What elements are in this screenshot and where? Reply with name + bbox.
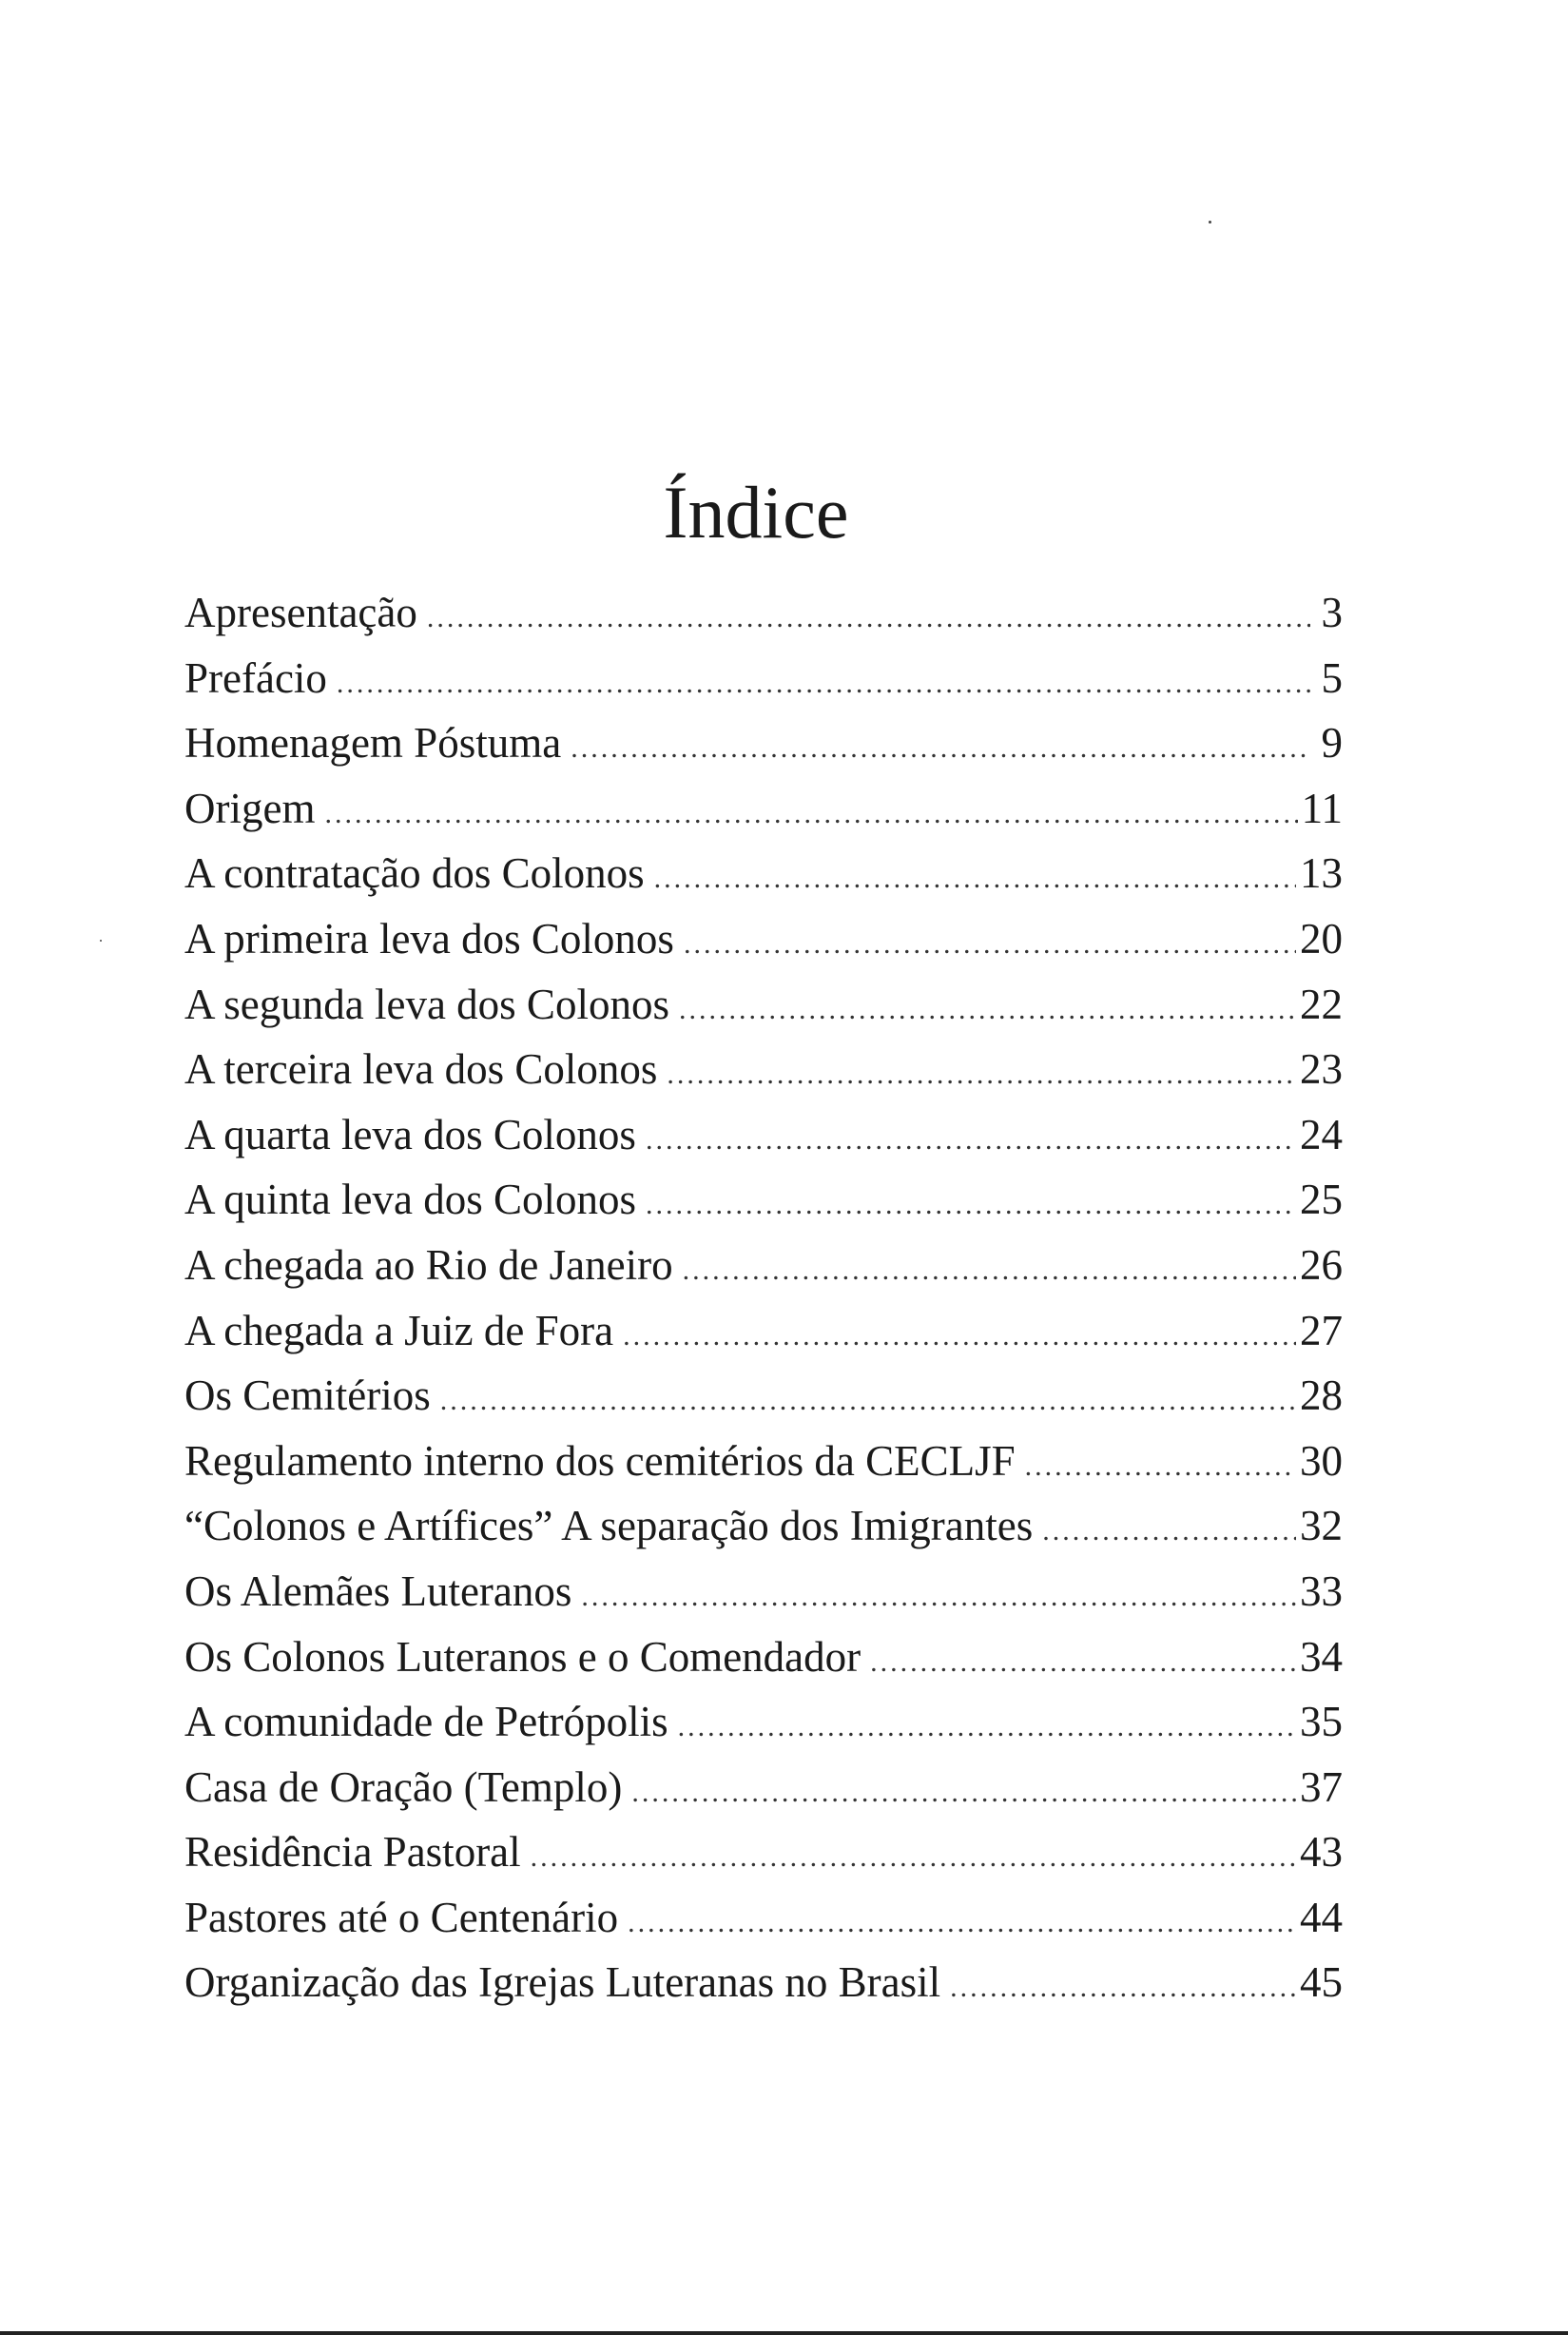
toc-entry-page: 45 [1300,1958,1343,2007]
toc-leader-dots [581,1565,1296,1629]
toc-entry-page: 25 [1300,1176,1343,1224]
toc-entry-page: 22 [1300,980,1343,1028]
toc-entry-page: 3 [1321,589,1343,636]
toc-entry-page: 26 [1300,1240,1343,1289]
toc-entry-page: 27 [1300,1306,1343,1354]
toc-entry-label: Residência Pastoral [184,1828,521,1877]
toc-entry [184,710,1343,776]
toc-entry-label: Organização das Igrejas Luteranas no Brasil [184,1958,941,2007]
toc-entry [184,1819,1343,1885]
toc-entry-page: 9 [1321,719,1343,768]
toc-entry-page: 44 [1300,1893,1343,1941]
toc-entry [184,906,1343,972]
toc-leader-dots [631,1761,1296,1825]
toc-entry-label: A terceira leva dos Colonos [184,1045,658,1094]
toc-entry-page: 34 [1300,1632,1343,1681]
toc-entry [184,1167,1343,1233]
toc-leader-dots [1025,1434,1296,1499]
toc-entry-label: Homenagem Póstuma [184,719,562,768]
toc-entry-page: 5 [1321,653,1343,702]
toc-entry [184,1950,1343,2015]
toc-entry-page: 43 [1300,1828,1343,1877]
toc-entry-label: “Colonos e Artífices” A separação dos Imigrantes [184,1502,1034,1550]
toc-entry [184,1493,1343,1559]
toc-leader-dots [667,1042,1296,1107]
toc-leader-dots [654,846,1296,911]
toc-entry-page: 32 [1300,1502,1343,1550]
toc-entry-label: A comunidade de Petrópolis [184,1698,668,1746]
toc-leader-dots [678,1695,1296,1760]
toc-entry [184,1037,1343,1102]
toc-entry [184,1363,1343,1429]
toc-leader-dots [684,912,1296,977]
toc-entry-label: Prefácio [184,653,327,702]
toc-entry [184,841,1343,906]
toc-leader-dots [1042,1499,1296,1564]
scan-speck [100,940,102,942]
toc-entry [184,580,1343,646]
toc-entry-label: A chegada a Juiz de Fora [184,1306,614,1354]
toc-leader-dots [646,1173,1296,1237]
toc-entry-label: Os Cemitérios [184,1372,431,1420]
toc-leader-dots [440,1369,1296,1433]
toc-entry [184,646,1343,711]
toc-entry [184,1102,1343,1168]
toc-entry-label: A chegada ao Rio de Janeiro [184,1240,673,1289]
toc-entry [184,972,1343,1038]
toc-entry-label: Apresentação [184,589,417,636]
toc-leader-dots [646,1108,1296,1173]
toc-entry-label: A primeira leva dos Colonos [184,914,674,963]
toc-leader-dots [337,652,1310,716]
toc-leader-dots [427,586,1310,651]
toc-entry-page: 35 [1300,1698,1343,1746]
toc-entry-label: Casa de Oração (Templo) [184,1762,623,1811]
toc-entry [184,1755,1343,1820]
toc-entry-label: A contratação dos Colonos [184,849,645,898]
toc-entry-label: Regulamento interno dos cemitérios da CECLJF [184,1436,1016,1485]
toc-leader-dots [679,978,1296,1042]
toc-entry [184,1885,1343,1951]
toc-leader-dots [324,782,1297,846]
toc-entry [184,1625,1343,1690]
toc-leader-dots [571,716,1310,781]
toc-entry [184,1429,1343,1494]
toc-entry-page: 33 [1300,1566,1343,1615]
toc-entry-label: A segunda leva dos Colonos [184,980,669,1028]
toc-entry-page: 24 [1300,1110,1343,1158]
toc-leader-dots [531,1825,1296,1890]
toc-entry [184,1298,1343,1364]
toc-leader-dots [628,1891,1296,1956]
toc-entry-page: 28 [1300,1372,1343,1420]
toc-entry [184,776,1343,842]
toc-entry-label: A quarta leva dos Colonos [184,1110,636,1158]
toc-entry [184,1689,1343,1755]
table-of-contents [184,580,1343,2015]
toc-entry-page: 23 [1300,1045,1343,1094]
toc-entry [184,1559,1343,1625]
toc-entry-label: Os Alemães Luteranos [184,1566,572,1615]
toc-entry-page: 37 [1300,1762,1343,1811]
toc-leader-dots [870,1630,1296,1695]
page-title: Índice [663,471,849,554]
toc-leader-dots [683,1238,1296,1303]
toc-entry-page: 30 [1300,1436,1343,1485]
scan-edge-line [0,2331,1568,2335]
toc-entry-page: 13 [1300,849,1343,898]
toc-entry [184,1233,1343,1298]
scan-speck [1209,221,1211,224]
toc-entry-page: 20 [1300,914,1343,963]
toc-entry-label: A quinta leva dos Colonos [184,1176,636,1224]
toc-leader-dots [950,1956,1296,2020]
toc-entry-label: Os Colonos Luteranos e o Comendador [184,1632,861,1681]
toc-entry-label: Origem [184,784,316,832]
toc-entry-page: 11 [1301,784,1343,832]
toc-leader-dots [623,1304,1296,1369]
toc-entry-label: Pastores até o Centenário [184,1893,619,1941]
